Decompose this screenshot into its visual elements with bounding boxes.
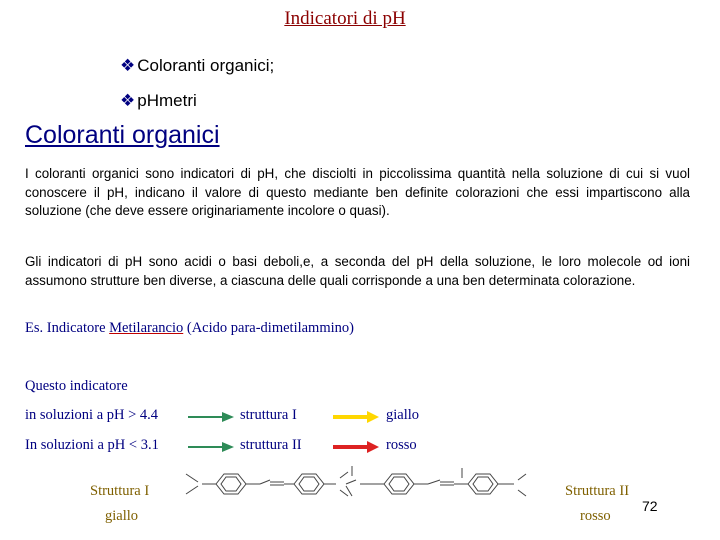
indicator-name: Metilarancio [109,320,184,336]
page-title: Indicatori di pH [284,8,406,29]
bullet-label: pHmetri [137,91,197,110]
structure-2-label: Struttura II [565,483,630,499]
structure-row-1: struttura I [240,407,297,423]
bullet-item-phmetri [120,91,197,111]
diamond-bullet-icon: ❖ [120,56,136,75]
structure-1-color: giallo [105,508,139,524]
arrow-right-icon [186,440,236,454]
condition-row-2: In soluzioni a pH < 3.1 [25,437,159,453]
section-heading: Coloranti organici [25,121,220,149]
bullet-label: Coloranti organici; [137,56,275,75]
structure-row-2: struttura II [240,437,302,453]
methyl-orange-structure-2-diagram [340,462,560,508]
example-line [25,320,354,337]
page-number: 72 [642,498,658,514]
intro-text: Questo indicatore [25,378,128,394]
bullet-item-coloranti [120,56,274,76]
paragraph-definition: I coloranti organici sono indicatori di pH, che disciolti in piccolissima quantità nella soluzione di cui si vuol conoscere il pH, indicano il valore di questo mediante ben definite colorazioni che essi impartiscono alla soluzione (che deve essere originariamente incolore o quasi). [25,166,690,218]
paragraph-mechanism: Gli indicatori di pH sono acidi o basi deboli,e, a seconda del pH della soluzione, le loro molecole od ioni assumono strutture ben diverse, a ciascuna delle quali corrisponde a una ben determinata colorazione. [25,254,690,288]
arrow-right-icon [331,440,381,454]
color-row-1: giallo [386,407,420,423]
arrow-right-icon [331,410,381,424]
example-prefix: Es. Indicatore [25,320,110,336]
methyl-orange-structure-1-diagram [180,462,360,508]
condition-row-1: in soluzioni a pH > 4.4 [25,407,159,423]
diamond-bullet-icon: ❖ [120,91,136,110]
color-row-2: rosso [386,437,417,453]
example-suffix: (Acido para-dimetilammino) [183,320,354,336]
structure-1-label: Struttura I [90,483,150,499]
structure-2-color: rosso [580,508,611,524]
arrow-right-icon [186,410,236,424]
